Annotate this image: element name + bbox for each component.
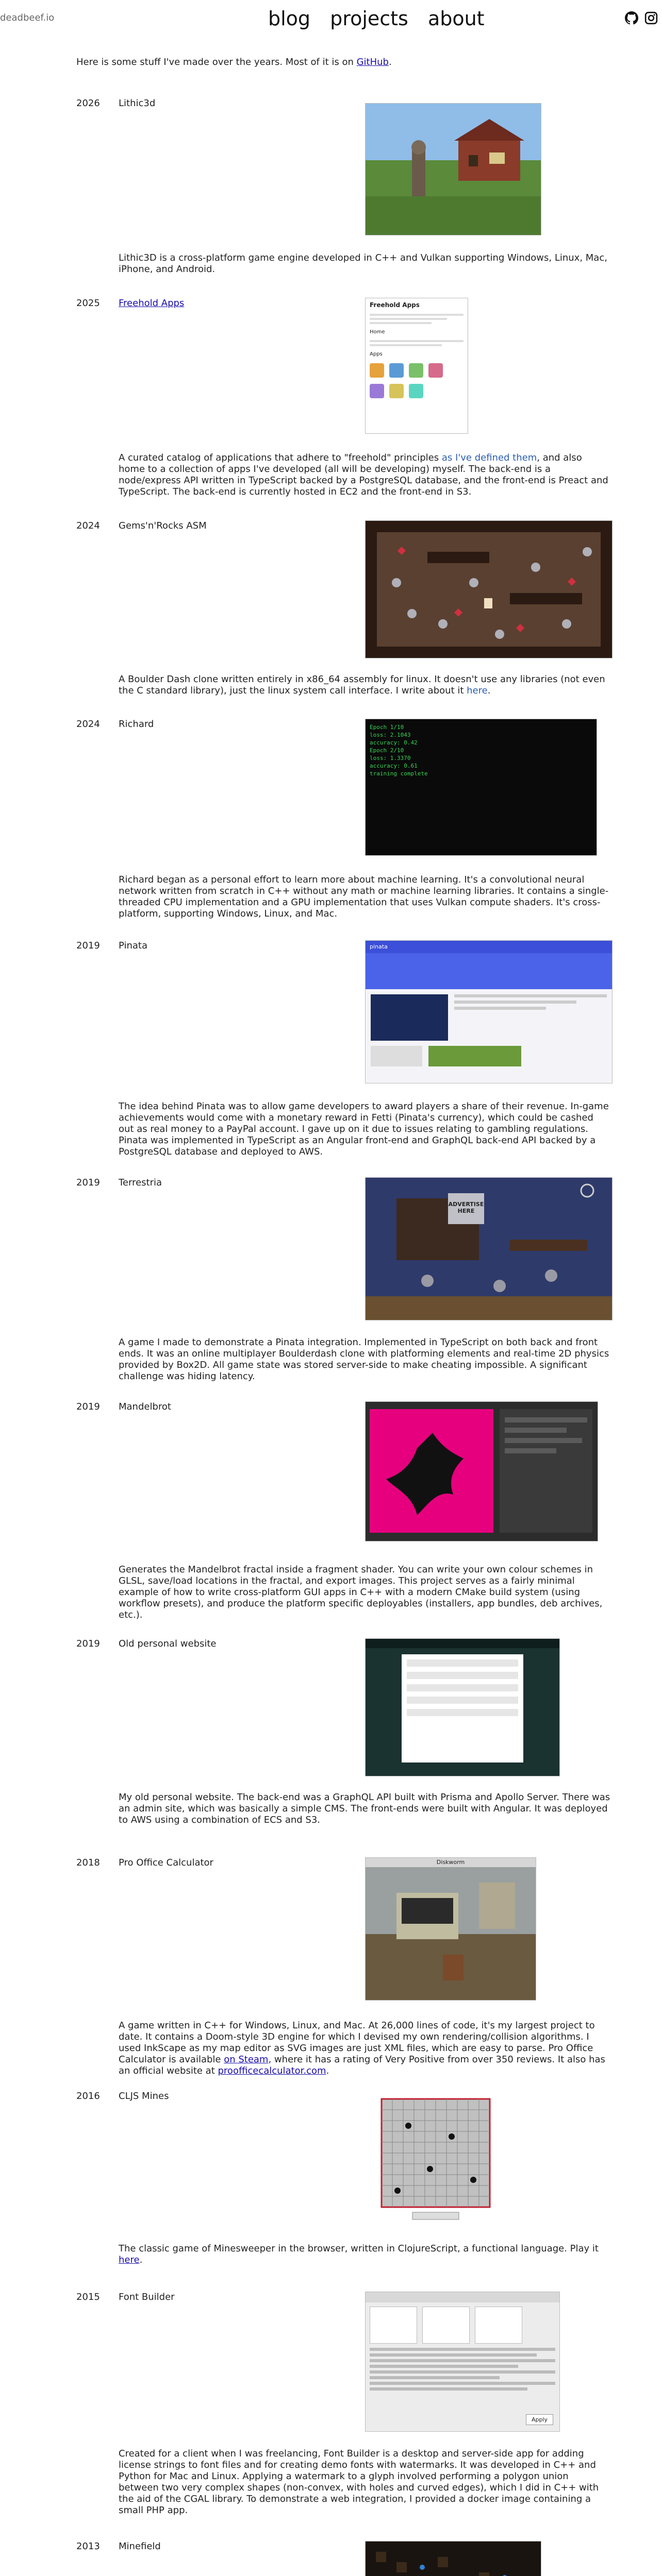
project-description: My old personal website. The back-end was a GraphQL API built with Prisma and Apollo Server. There was an admin site, which was basically a simple CMS. The front-ends were built with Angular. It was deployed to AWS using a combination of ECS and S3. (119, 1792, 610, 1825)
github-link[interactable]: GitHub (356, 57, 389, 67)
project-description: A curated catalog of applications that adhere to "freehold" principles as I've defined them, and also home to a collection of apps I've developed (all will be developing) myself. The back-end is a node/express API written in TypeScript backed by a PostgreSQL database, and the front-end is Preact and TypeScript. The back-end is currently hosted in EC2 and the front-end in S3. (119, 452, 608, 497)
instagram-icon[interactable] (644, 11, 658, 25)
screenshot-minefield (365, 2541, 541, 2576)
project-year: 2026 (76, 98, 100, 109)
project-year: 2013 (76, 2541, 100, 2552)
project-description: The classic game of Minesweeper in the browser, written in ClojureScript, a functional language. Play it here. (119, 2243, 599, 2265)
project-description: Generates the Mandelbrot fractal inside a fragment shader. You can write your own colour schemes in GLSL, save/load locations in the fractal, and export images. This project serves as a fairly minimal example of how to write cross-platform GUI apps in C++ with a modern CMake build system (using workflow presets), and produce the platform specific deployables (installers, app bundles, deb archives, etc.). (119, 1564, 603, 1620)
project-description: Richard began as a personal effort to learn more about machine learning. It's a convolutional neural network written from scratch in C++ without any math or machine learning libraries. It contains a single-threaded CPU implementation and a GPU implementation that uses Vulkan compute shaders. It's cross-platform, supporting Windows, Linux, and Mac. (119, 874, 609, 919)
screenshot-gemsnrocks-asm (365, 520, 613, 658)
project-year: 2015 (76, 2292, 100, 2302)
main-nav (268, 7, 498, 30)
project-year: 2019 (76, 940, 100, 951)
project-title: Minefield (119, 2541, 161, 2552)
github-icon[interactable] (625, 11, 638, 25)
screenshot-old-website (365, 1638, 560, 1776)
project-year: 2016 (76, 2091, 100, 2102)
project-title: Pinata (119, 940, 147, 951)
project-title: Gems'n'Rocks ASM (119, 520, 207, 531)
screenshot-cljs-mines (376, 2091, 495, 2227)
project-description: Lithic3D is a cross-platform game engine developed in C++ and Vulkan supporting Windows, Linux, Mac, iPhone, and Android. (119, 252, 607, 275)
screenshot-font-builder: Apply (365, 2292, 560, 2432)
project-year: 2019 (76, 1401, 100, 1412)
project-description: Created for a client when I was freelancing, Font Builder is a desktop and server-side app for adding license strings to font files and for creating demo fonts with watermarks. It was developed in C++ and Python for Mac and Linux. Applying a watermark to a glyph involved performing a polygon union between two very complex shapes (non-convex, with holes and curved edges), which I did in C++ with the aid of the CGAL library. To demonstrate a web integration, I provided a docker image containing a small PHP app. (119, 2448, 599, 2516)
project-year: 2024 (76, 719, 100, 730)
screenshot-mandelbrot (365, 1401, 598, 1541)
screenshot-richard: Epoch 1/10 loss: 2.1043 accuracy: 0.42 Epoch 2/10 loss: 1.3370 accuracy: 0.61 training complete (365, 719, 597, 856)
project-description: A Boulder Dash clone written entirely in x86_64 assembly for linux. It doesn't use any libraries (not even the C standard library), just the linux system call interface. I write about it here. (119, 674, 605, 696)
screenshot-lithic3d (365, 103, 541, 235)
project-title: Richard (119, 719, 154, 730)
cljs-mines-play-link[interactable]: here (119, 2255, 140, 2265)
project-title: Mandelbrot (119, 1401, 171, 1412)
project-title: Pro Office Calculator (119, 1857, 213, 1868)
screenshot-pinata: pinata (365, 940, 613, 1083)
steam-link[interactable]: on Steam (224, 2054, 269, 2065)
screenshot-freehold: Freehold Apps Home Apps (365, 298, 468, 434)
project-title: Lithic3d (119, 98, 156, 109)
project-year: 2019 (76, 1177, 100, 1188)
screenshot-pro-office-calculator: Diskworm (365, 1857, 536, 2001)
project-year: 2019 (76, 1638, 100, 1649)
project-description: A game I made to demonstrate a Pinata integration. Implemented in TypeScript on both back and front ends. It was an online multiplayer Boulderdash clone with platforming elements and real-time 2D physics provided by Box2D. All game state was stored server-side to make cheating impossible. A significant challenge was hiding latency. (119, 1337, 609, 1382)
project-year: 2018 (76, 1857, 100, 1868)
intro-text: Here is some stuff I've made over the years. Most of it is on GitHub. (76, 57, 392, 67)
project-title: CLJS Mines (119, 2091, 169, 2102)
project-year: 2025 (76, 298, 100, 309)
nav-about[interactable]: about (427, 7, 485, 30)
project-year: 2024 (76, 520, 100, 531)
project-title: Terrestria (119, 1177, 162, 1188)
social-links (625, 11, 658, 25)
project-description: The idea behind Pinata was to allow game developers to award players a share of their revenue. In-game achievements would come with a monetary reward in Fetti (Pinata's currency), which could be cashed out as real money to a PayPal account. I gave up on it due to issues relating to gambling regulations. Pinata was implemented in TypeScript as an Angular front-end and GraphQL back-end API backed by a PostgreSQL database and deployed to AWS. (119, 1101, 609, 1157)
project-title: Font Builder (119, 2292, 175, 2302)
freehold-definition-link[interactable]: as I've defined them (441, 452, 537, 463)
gemsnrocks-asm-article-link[interactable]: here (467, 685, 488, 696)
project-description: A game written in C++ for Windows, Linux, and Mac. At 26,000 lines of code, it's my largest project to date. It contains a Doom-style 3D engine for which I devised my own rendering/collision algorithms. I used InkScape as my map editor as SVG images are just XML files, which are easy to parse. Pro Office Calculator is available on Steam, where it has a rating of Very Positive from over 350 reviews. It also has an official website at proofficecalculator.com. (119, 2020, 605, 2076)
screenshot-terrestria: ADVERTISE HERE (365, 1177, 613, 1320)
site-logo[interactable]: deadbeef.io (0, 12, 55, 23)
project-title: Old personal website (119, 1638, 217, 1649)
proofficecalculator-link[interactable]: proofficecalculator.com (218, 2065, 326, 2076)
project-title-link[interactable]: Freehold Apps (119, 298, 185, 309)
nav-projects[interactable]: projects (330, 7, 408, 30)
nav-blog[interactable]: blog (268, 7, 311, 30)
